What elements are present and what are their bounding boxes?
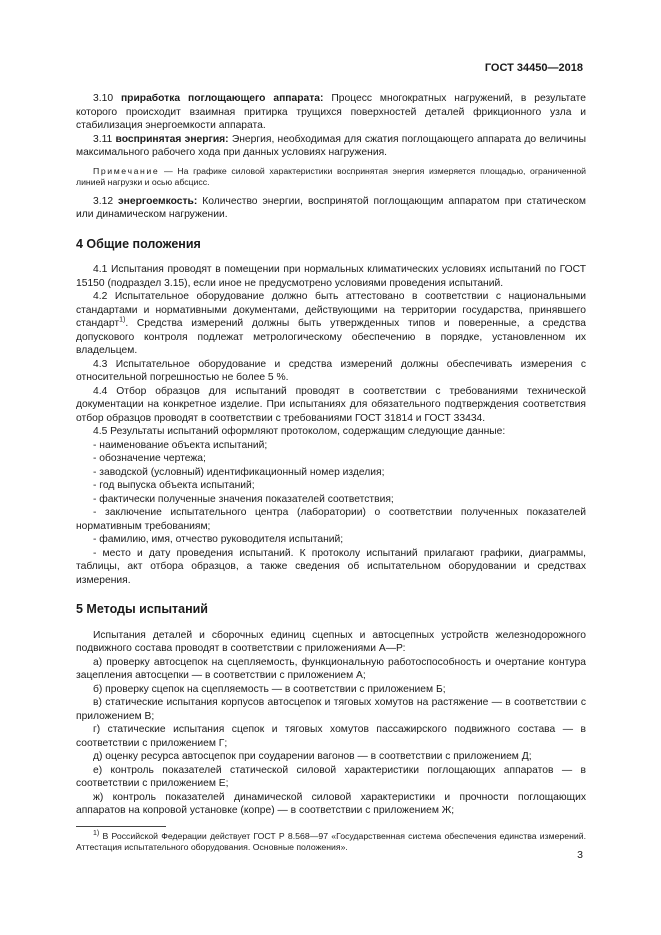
note-text: — На графике силовой характеристики воспринятая энергия измеряется площадью, ограниченной линией нагрузки и осью абсцисс.: [76, 165, 587, 187]
clause-4-2: 4.2 Испытательное оборудование должно быть аттестовано в соответствии с национальными стандартами и нормативными документами, действующими на территории государства, принявшего стандарт$^{1)}$. Средства измерений должны быть утвержденных типов и поверенные, а средства допускового контроля подлежат метрологическому обеспечению в порядке, установленном их владельцем.: [76, 291, 586, 356]
clause-3-10: [76, 92, 586, 133]
method-item: ж) контроль показателей динамической силовой характеристики и прочности поглощающих аппаратов на копровой установке (копре) — в соответствии с приложением Ж;: [76, 791, 586, 816]
list-item: - год выпуска объекта испытаний;: [93, 480, 255, 491]
page-number: 3: [577, 849, 583, 861]
term: энергоемкость:: [118, 195, 198, 207]
list-item: - наименование объекта испытаний;: [93, 439, 268, 451]
clause-3-12: [76, 195, 586, 222]
section-5-title: 5 Методы испытаний: [76, 602, 208, 616]
list-item: - фамилию, имя, отчество руководителя испытаний;: [93, 534, 344, 545]
clause-4-1: 4.1 Испытания проводят в помещении при нормальных климатических условиях испытаний по ГОСТ 15150 (подраздел 3.15), если иное не предусмотрено условиями проведения испытаний.: [76, 264, 586, 289]
list-item: - заводской (условный) идентификационный номер изделия;: [93, 466, 385, 478]
method-item: г) статические испытания сцепок и тяговых хомутов пассажирского подвижного состава — в соответствии с приложением Г;: [76, 724, 586, 749]
section-4-title: 4 Общие положения: [76, 236, 201, 251]
page-content: [76, 92, 586, 854]
term: воспринятая энергия:: [115, 133, 229, 145]
term: приработка поглощающего аппарата:: [120, 93, 324, 104]
definition: Количество энергии, воспринятой поглощающим аппаратом при статическом или динамическом нагружении.: [76, 195, 586, 220]
method-item: б) проверку сцепок на сцепляемость — в соответствии с приложением Б;: [93, 683, 446, 695]
clause-number: 3.10: [93, 93, 114, 104]
clause-3-11: [76, 133, 586, 160]
footnote-text: В Российской Федерации действует ГОСТ Р 8.568—97 «Государственная система обеспечения единства измерений. Аттестация испытательного оборудования. Основные положения».: [76, 830, 586, 852]
clause-number: 3.12: [93, 195, 114, 207]
list-item: - обозначение чертежа;: [93, 453, 206, 464]
footnote: [76, 831, 586, 854]
document-code-header: ГОСТ 34450—2018: [484, 62, 583, 74]
clause-4-4: 4.4 Отбор образцов для испытаний проводят в соответствии с требованиями технической документации на конкретное изделие. При испытаниях для обязательного подтверждения соответствия отбор образцов проводят в соответствии с требованиями ГОСТ 31814 и ГОСТ 33434.: [76, 385, 586, 424]
section-5-intro: Испытания деталей и сборочных единиц сцепных и автосцепных устройств железнодорожного подвижного состава проводят в соответствии с приложениями А—Р:: [76, 629, 586, 654]
footnote-divider: [76, 826, 166, 827]
list-item: - заключение испытательного центра (лаборатории) о соответствии полученных показателей нормативным требованиям;: [76, 507, 586, 532]
footnote-mark: 1): [93, 829, 100, 837]
note-label: Примечание: [93, 165, 160, 176]
clause-4-3: 4.3 Испытательное оборудование и средства измерений должны обеспечивать измерения с относительной погрешностью не более 5 %.: [76, 358, 586, 383]
note: [76, 166, 586, 189]
list-item: - фактически полученные значения показателей соответствия;: [93, 493, 394, 505]
clause-4-5: 4.5 Результаты испытаний оформляют протоколом, содержащим следующие данные:: [93, 426, 506, 437]
method-item: д) оценку ресурса автосцепок при соударении вагонов — в соответствии с приложением Д;: [93, 751, 532, 762]
clause-number: 3.11: [93, 133, 113, 145]
method-item: а) проверку автосцепок на сцепляемость, функциональную работоспособность и очертание контура зацепления автосцепки — в соответствии с приложением А;: [76, 656, 586, 681]
definition: Процесс многократных нагружений, в результате которого происходит взаимная притирка трущихся поверхностей деталей фрикционного узла и стабилизация энергоемкости аппарата.: [76, 93, 586, 131]
definition: Энергия, необходимая для сжатия поглощающего аппарата до величины максимального рабочего хода при данных условиях нагружения.: [76, 133, 586, 158]
list-item: - место и дату проведения испытаний. К протоколу испытаний прилагают графики, диаграммы, таблицы, акт отбора образцов, а также сведения об испытательном оборудовании и средствах измерения.: [76, 547, 586, 586]
method-item: е) контроль показателей статической силовой характеристики поглощающих аппаратов — в соответствии с приложением Е;: [76, 764, 586, 789]
footnote-ref: 1): [119, 316, 126, 324]
method-item: в) статические испытания корпусов автосцепок и тяговых хомутов на растяжение — в соответствии с приложением В;: [76, 697, 586, 722]
